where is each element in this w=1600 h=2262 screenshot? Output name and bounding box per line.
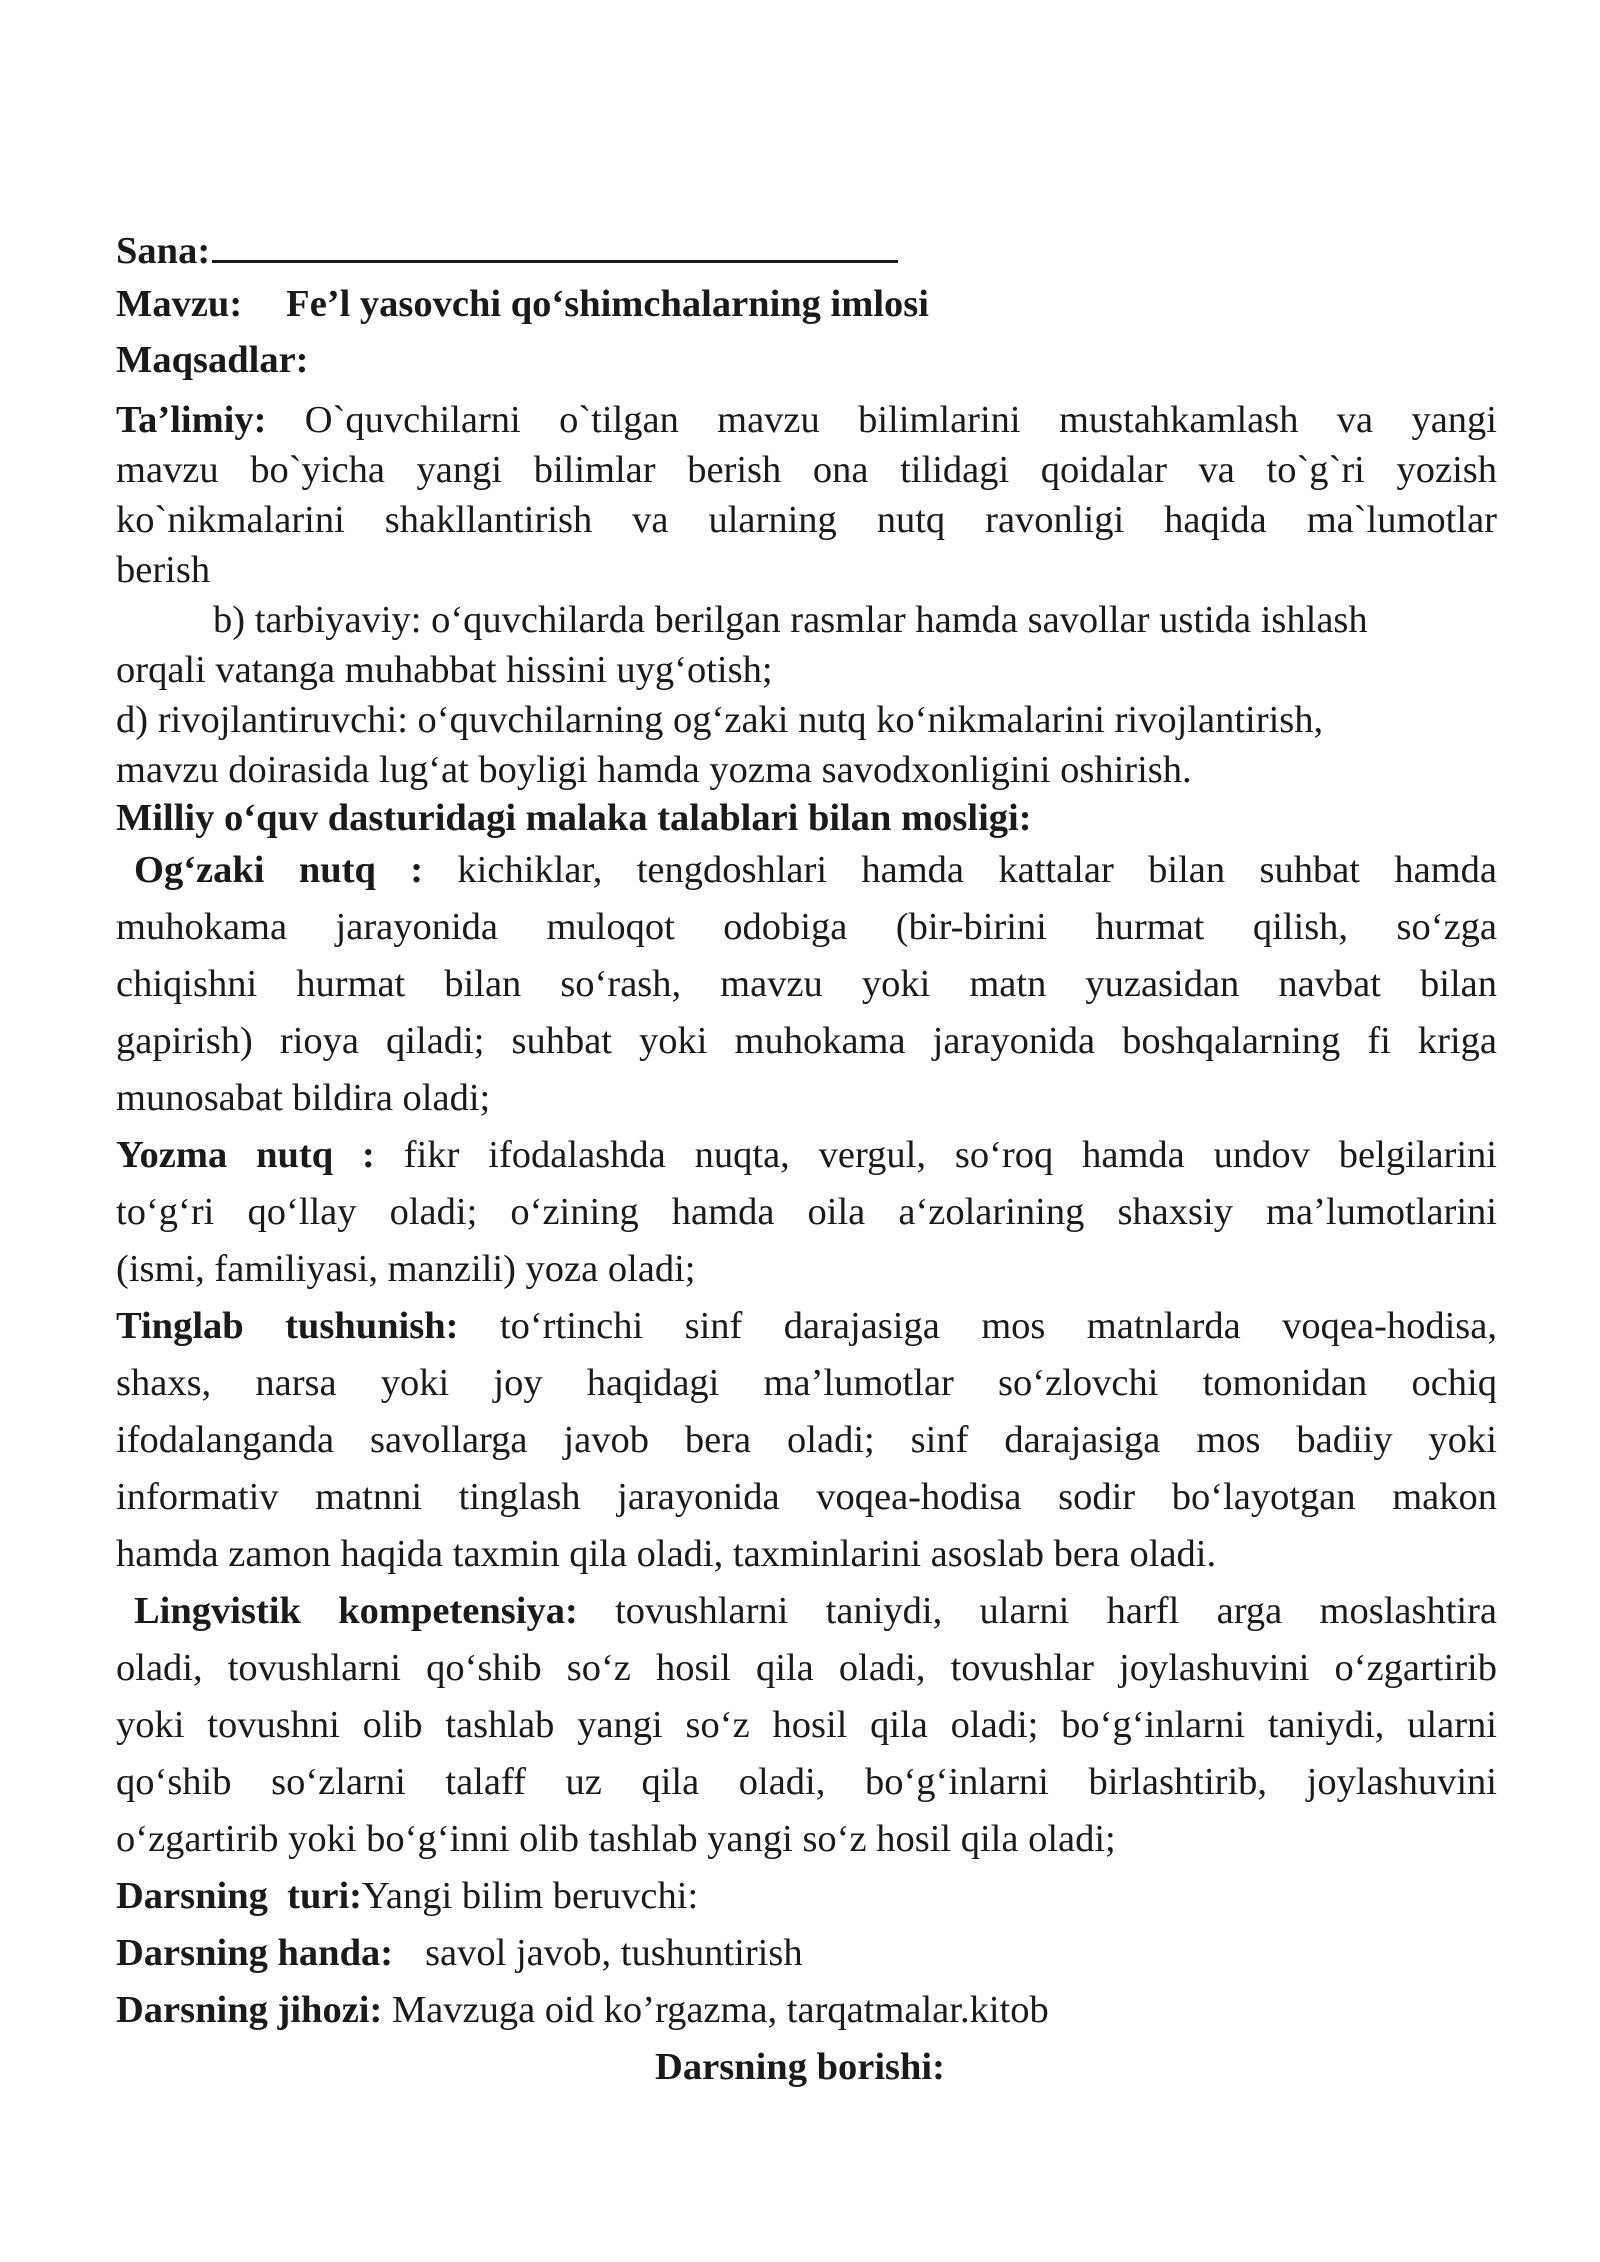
dars-turi-label: Darsning turi:	[116, 1875, 362, 1917]
yozma-label: Yozma nutq :	[116, 1134, 375, 1176]
tinglab-line-2: shaxs, narsa yoki joy haqidagi ma’lumotlar so‘zlovchi tomonidan ochiq	[116, 1362, 1497, 1404]
maqsadlar-heading: Maqsadlar:	[116, 339, 309, 381]
lingvistik-line-2: oladi, tovushlarni qo‘shib so‘z hosil qila oladi, tovushlar joylashuvini o‘zgartirib	[116, 1647, 1497, 1689]
lingvistik-line-1: Lingvistik kompetensiya: tovushlarni taniydi, ularni harfl arga moslashtira	[134, 1590, 1498, 1632]
talimiy-line-4: berish	[116, 549, 211, 591]
ogzaki-line-4: gapirish) rioya qiladi; suhbat yoki muhokama jarayonida boshqalarning fi kriga	[116, 1020, 1497, 1062]
milliy-heading: Milliy o‘quv dasturidagi malaka talablari bilan mosligi:	[116, 797, 1032, 839]
tinglab-label: Tinglab tushunish:	[116, 1305, 459, 1347]
dars-borishi-heading: Darsning borishi:	[655, 2046, 945, 2088]
sana-blank	[212, 222, 898, 263]
dars-turi-value: Yangi bilim beruvchi:	[361, 1875, 699, 1917]
dars-jihozi-label: Darsning jihozi:	[116, 1989, 383, 2031]
mavzu-line	[116, 280, 1497, 328]
mavzu-label: Mavzu:	[116, 283, 243, 325]
dars-jihozi-value: Mavzuga oid ko’rgazma, tarqatmalar.kitob	[391, 1989, 1049, 2031]
lingvistik-label: Lingvistik kompetensiya:	[134, 1590, 578, 1632]
yozma-line-3: (ismi, familiyasi, manzili) yoza oladi;	[116, 1248, 696, 1290]
rivojlantiruvchi-line-1: d) rivojlantiruvchi: o‘quvchilarning og‘zaki nutq ko‘nikmalarini rivojlantirish,	[116, 699, 1324, 741]
yozma-line-1: Yozma nutq : fikr ifodalashda nuqta, vergul, so‘roq hamda undov belgilarini	[116, 1134, 1498, 1176]
sana-label: Sana:	[116, 230, 211, 272]
rivojlantiruvchi-line-2: mavzu doirasida lug‘at boyligi hamda yozma savodxonligini oshirish.	[116, 749, 1192, 791]
ogzaki-line-3: chiqishni hurmat bilan so‘rash, mavzu yoki matn yuzasidan navbat bilan	[116, 963, 1497, 1005]
lingvistik-line-3: yoki tovushni olib tashlab yangi so‘z hosil qila oladi; bo‘g‘inlarni taniydi, ularni	[116, 1704, 1497, 1746]
yozma-line-2: to‘g‘ri qo‘llay oladi; o‘zining hamda oila a‘zolarining shaxsiy ma’lumotlarini	[116, 1191, 1497, 1233]
tarbiyaviy-line-1: b) tarbiyaviy: o‘quvchilarda berilgan rasmlar hamda savollar ustida ishlash	[213, 599, 1368, 641]
tinglab-line-3: ifodalanganda savollarga javob bera oladi; sinf darajasiga mos badiiy yoki	[116, 1419, 1497, 1461]
dars-turi-line	[116, 1872, 1497, 1920]
ogzaki-line-1: Og‘zaki nutq : kichiklar, tengdoshlari hamda kattalar bilan suhbat hamda	[134, 849, 1497, 891]
dars-handa-line	[116, 1929, 1497, 1977]
talimiy-label: Ta’limiy:	[116, 399, 267, 441]
talimiy-line-3: ko`nikmalarini shakllantirish va ularning nutq ravonligi haqida ma`lumotlar	[116, 499, 1497, 541]
tarbiyaviy-line-2: orqali vatanga muhabbat hissini uyg‘otish;	[116, 649, 773, 691]
ogzaki-line-5: munosabat bildira oladi;	[116, 1077, 491, 1119]
dars-handa-value: savol javob, tushuntirish	[425, 1932, 803, 1974]
talimiy-line-1: Ta’limiy: O`quvchilarni o`tilgan mavzu bilimlarini mustahkamlash va yangi	[116, 399, 1497, 441]
mavzu-text: Fe’l yasovchi qo‘shimchalarning imlosi	[286, 283, 929, 325]
dars-jihozi-line	[116, 1986, 1497, 2034]
lingvistik-line-5: o‘zgartirib yoki bo‘g‘inni olib tashlab yangi so‘z hosil qila oladi;	[116, 1818, 1116, 1860]
ogzaki-label: Og‘zaki nutq :	[134, 849, 424, 891]
tinglab-line-1: Tinglab tushunish: to‘rtinchi sinf darajasiga mos matnlarda voqea-hodisa,	[116, 1305, 1498, 1347]
tinglab-line-4: informativ matnni tinglash jarayonida voqea-hodisa sodir bo‘layotgan makon	[116, 1476, 1497, 1518]
tinglab-line-5: hamda zamon haqida taxmin qila oladi, taxminlarini asoslab bera oladi.	[116, 1533, 1217, 1575]
sana-line	[116, 222, 1497, 275]
lingvistik-line-4: qo‘shib so‘zlarni talaff uz qila oladi, bo‘g‘inlarni birlashtirib, joylashuvini	[116, 1761, 1497, 1803]
ogzaki-line-2: muhokama jarayonida muloqot odobiga (bir-birini hurmat qilish, so‘zga	[116, 906, 1497, 948]
talimiy-line-2: mavzu bo`yicha yangi bilimlar berish ona tilidagi qoidalar va to`g`ri yozish	[116, 449, 1497, 491]
dars-handa-label: Darsning handa:	[116, 1932, 394, 1974]
